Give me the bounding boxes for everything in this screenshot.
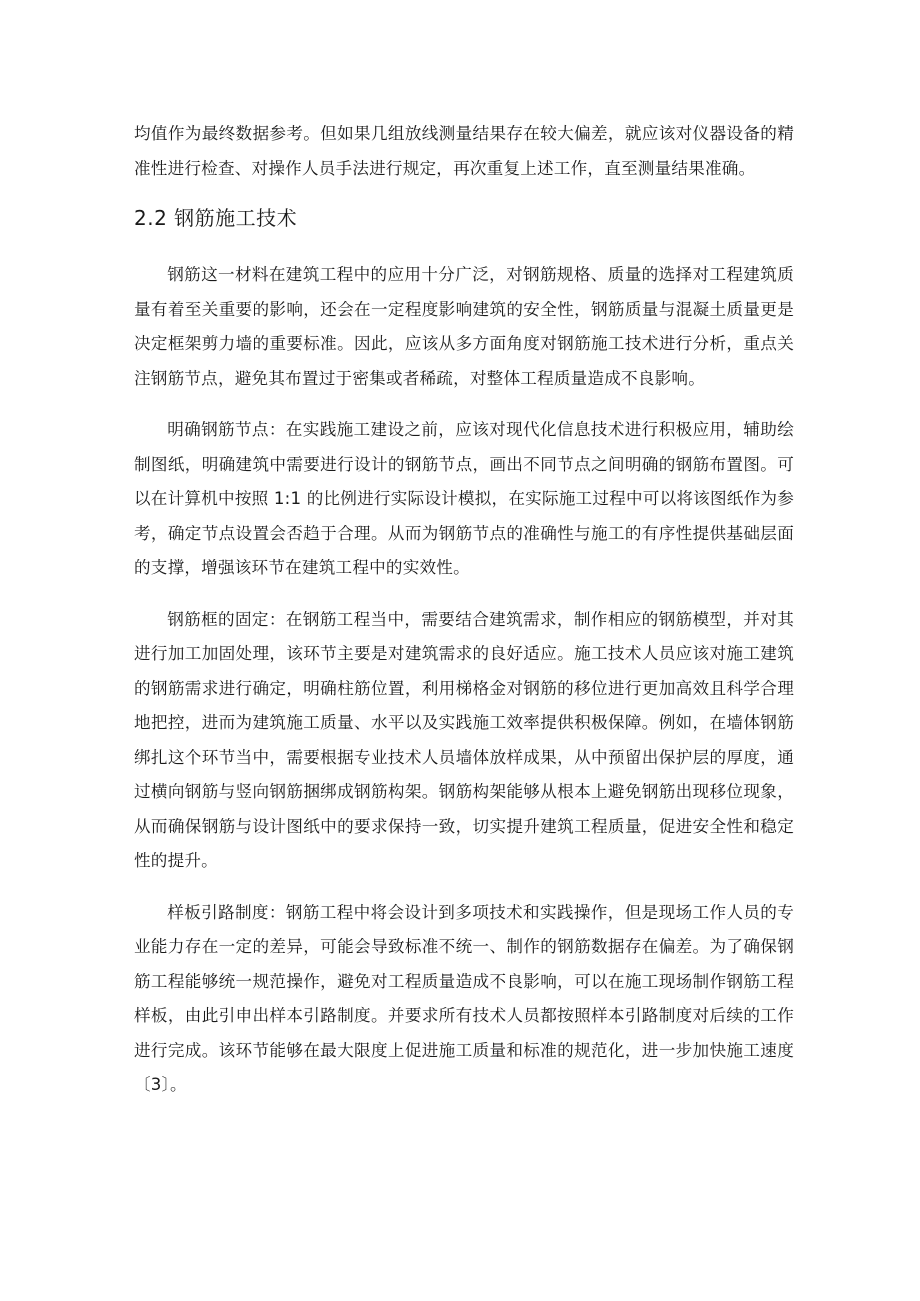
paragraph-sample-guide: 样板引路制度：钢筋工程中将会设计到多项技术和实践操作，但是现场工作人员的专业能力存在一定的差异，可能会导致标准不统一、制作的钢筋数据存在偏差。为了确保钢筋工程能够统一规范操作，避免对工程质量造成不良影响，可以在施工现场制作钢筋工程样板，由此引申出样本引路制度。并要求所有技术人员都按照样本引路制度对后续的工作进行完成。该环节能够在最大限度上促进施工质量和标准的规范化，进一步加快施工速度〔3〕。 [134, 902, 794, 1094]
paragraph-continuation: 均值作为最终数据参考。但如果几组放线测量结果存在较大偏差，就应该对仪器设备的精准性进行检查、对操作人员手法进行规定，再次重复上述工作，直至测量结果准确。 [134, 124, 794, 178]
paragraph-rebar-overview: 钢筋这一材料在建筑工程中的应用十分广泛，对钢筋规格、质量的选择对工程建筑质量有着至关重要的影响，还会在一定程度影响建筑的安全性，钢筋质量与混凝土质量更是决定框架剪力墙的重要标准。因此，应该从多方面角度对钢筋施工技术进行分析，重点关注钢筋节点，避免其布置过于密集或者稀疏，对整体工程质量造成不良影响。 [134, 265, 794, 388]
paragraph-rebar-nodes: 明确钢筋节点：在实践施工建设之前，应该对现代化信息技术进行积极应用，辅助绘制图纸，明确建筑中需要进行设计的钢筋节点，画出不同节点之间明确的钢筋布置图。可以在计算机中按照 1:1 的比例进行实际设计模拟，在实际施工过程中可以将该图纸作为参考，确定节点设置会否趋于合理。从而为钢筋节点的准确性与施工的有序性提供基础层面的支撑，增强该环节在建筑工程中的实效性。 [134, 420, 794, 577]
section-heading: 2.2 钢筋施工技术 [134, 206, 298, 230]
paragraph-rebar-frame: 钢筋框的固定：在钢筋工程当中，需要结合建筑需求，制作相应的钢筋模型，并对其进行加工加固处理，该环节主要是对建筑需求的良好适应。施工技术人员应该对施工建筑的钢筋需求进行确定，明确柱筋位置，利用梯格金对钢筋的移位进行更加高效且科学合理地把控，进而为建筑施工质量、水平以及实践施工效率提供积极保障。例如，在墙体钢筋绑扎这个环节当中，需要根据专业技术人员墙体放样成果，从中预留出保护层的厚度，通过横向钢筋与竖向钢筋捆绑成钢筋构架。钢筋构架能够从根本上避免钢筋出现移位现象，从而确保钢筋与设计图纸中的要求保持一致，切实提升建筑工程质量，促进安全性和稳定性的提升。 [134, 609, 794, 870]
document-body [134, 117, 794, 1103]
